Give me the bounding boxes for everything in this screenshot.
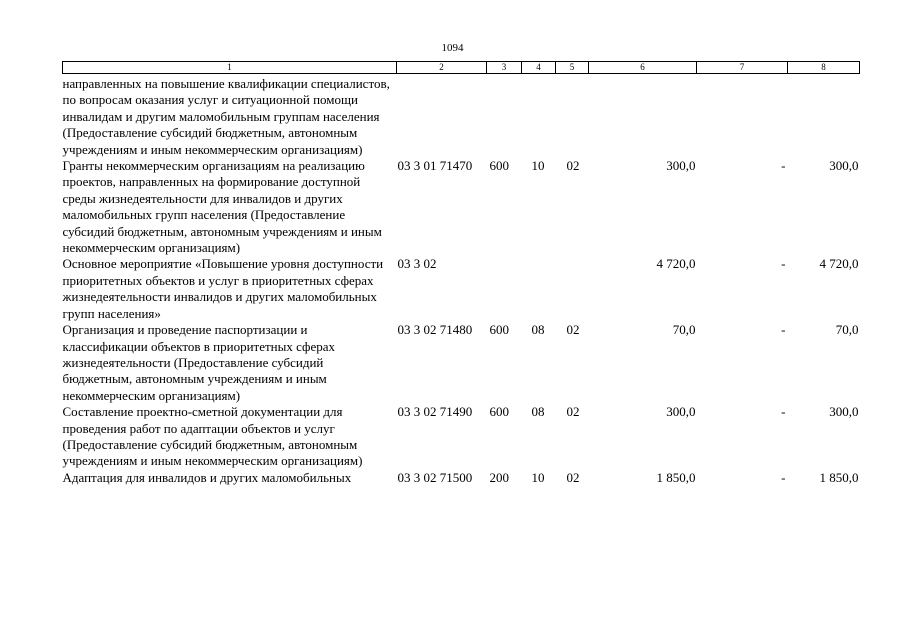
row-code: 03 3 02 71480	[397, 322, 473, 338]
row-sum-3: 300,0	[829, 158, 859, 174]
row-name: Основное мероприятие «Повышение уровня доступности приоритетных объектов и услуг в приоритетных сферах жизнедеятельности инвалидов и других маломобильных групп населения»	[62, 256, 384, 321]
row-code: 03 3 01 71470	[397, 158, 473, 174]
row-sum-2: -	[781, 158, 786, 174]
row-section: 08	[531, 404, 545, 420]
row-sum-3: 300,0	[829, 404, 859, 420]
row-code	[397, 74, 487, 159]
row-subsection	[556, 256, 589, 322]
row-subsection: 02	[566, 322, 580, 338]
table-row	[63, 256, 860, 322]
row-sum-2	[697, 74, 788, 159]
column-number: 5	[556, 62, 589, 74]
row-subsection: 02	[566, 158, 580, 174]
row-sum-3: 1 850,0	[819, 469, 859, 485]
column-number: 4	[522, 62, 556, 74]
row-code: 03 3 02 71500	[397, 469, 473, 485]
row-sum-1: 70,0	[672, 322, 696, 338]
column-number-header	[63, 62, 860, 74]
row-sum-1: 300,0	[666, 158, 696, 174]
row-sum-1: 4 720,0	[656, 256, 696, 272]
row-section: 10	[531, 158, 545, 174]
row-sum-1: 1 850,0	[656, 469, 696, 485]
row-expense-type	[487, 256, 522, 322]
table-row	[63, 322, 860, 404]
row-sum-2: -	[781, 404, 786, 420]
row-name: Организация и проведение паспортизации и классификации объектов в приоритетных сферах жизнедеятельности (Предоставление субсидий бюджетным, автономным учреждениям и иным некоммерческим организациям)	[62, 322, 336, 403]
row-name: Адаптация для инвалидов и других маломобильных	[62, 469, 352, 485]
row-subsection: 02	[566, 469, 580, 485]
column-number: 3	[487, 62, 522, 74]
row-subsection	[556, 74, 589, 159]
row-code: 03 3 02 71490	[397, 404, 473, 420]
row-subsection: 02	[566, 404, 580, 420]
row-sum-3	[788, 74, 860, 159]
column-number: 7	[697, 62, 788, 74]
row-section: 10	[531, 469, 545, 485]
table-row	[63, 74, 860, 159]
column-number: 2	[397, 62, 487, 74]
table-row	[63, 470, 860, 486]
table-row	[63, 158, 860, 256]
row-section	[522, 256, 556, 322]
row-code: 03 3 02	[397, 256, 437, 272]
column-number: 6	[589, 62, 697, 74]
row-expense-type: 600	[489, 404, 509, 420]
row-sum-3: 70,0	[835, 322, 859, 338]
row-sum-1	[589, 74, 697, 159]
row-sum-2: -	[781, 469, 786, 485]
row-expense-type	[487, 74, 522, 159]
row-name: направленных на повышение квалификации специалистов, по вопросам оказания услуг и ситуационной помощи инвалидам и другим маломобильным группам населения (Предоставление субсидий бюджетным, автономным учреждениям и иным некоммерческим организациям)	[62, 76, 390, 157]
column-number: 8	[788, 62, 860, 74]
row-sum-1: 300,0	[666, 404, 696, 420]
page-number: 1094	[441, 42, 464, 54]
column-number: 1	[63, 62, 397, 74]
row-section: 08	[531, 322, 545, 338]
row-sum-3: 4 720,0	[819, 256, 859, 272]
row-name: Составление проектно-сметной документации для проведения работ по адаптации объектов и услуг (Предоставление субсидий бюджетным, автономным учреждениям и иным некоммерческим организациям)	[62, 404, 363, 469]
row-sum-2: -	[781, 256, 786, 272]
budget-table	[62, 61, 860, 486]
table-row	[63, 404, 860, 470]
row-expense-type: 200	[489, 469, 509, 485]
row-name: Гранты некоммерческим организациям на реализацию проектов, направленных на формирование доступной среды жизнедеятельности для инвалидов и других маломобильных групп населения (Предоставление субсидий бюджетным, автономным учреждениям и иным некоммерческим организациям)	[62, 158, 382, 256]
row-sum-2: -	[781, 322, 786, 338]
row-expense-type: 600	[489, 158, 509, 174]
row-section	[522, 74, 556, 159]
row-expense-type: 600	[489, 322, 509, 338]
